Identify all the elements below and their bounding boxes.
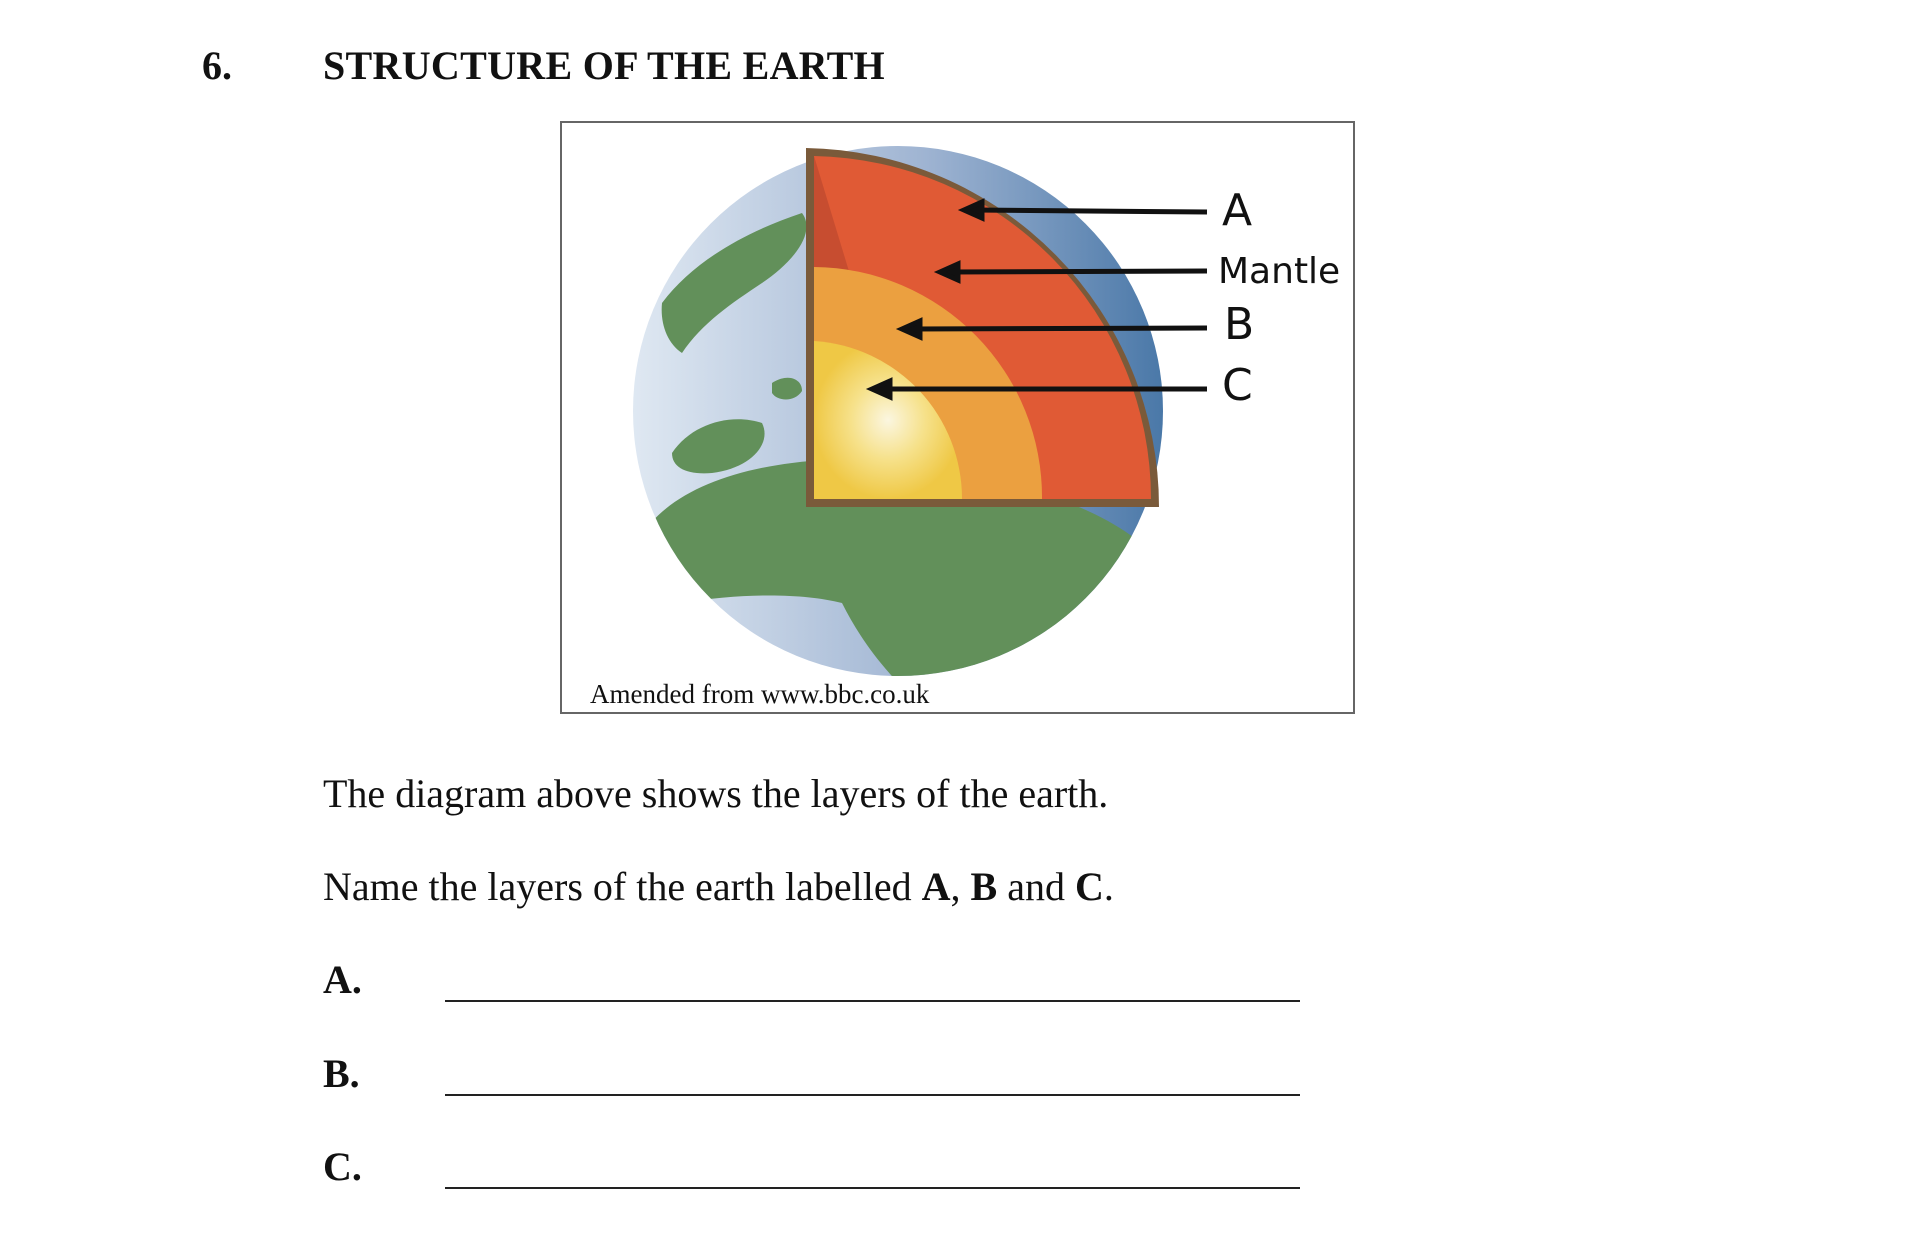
answer-row-a	[323, 956, 1303, 1006]
instruction-period: .	[1103, 864, 1114, 909]
earth-structure-figure	[560, 121, 1355, 714]
answer-line-a[interactable]	[445, 1000, 1300, 1002]
answer-letter-c: C.	[323, 1144, 362, 1189]
label-a: A	[1222, 185, 1253, 236]
instruction-label-b: B	[970, 864, 998, 909]
answer-line-b[interactable]	[445, 1094, 1300, 1096]
answer-line-c[interactable]	[445, 1187, 1300, 1189]
answer-row-b	[323, 1050, 1303, 1100]
intro-text: The diagram above shows the layers of the earth.	[323, 771, 1109, 816]
question-title: STRUCTURE OF THE EARTH	[323, 43, 885, 88]
label-mantle: Mantle	[1218, 251, 1341, 292]
instruction-text	[323, 863, 1114, 910]
instruction-prefix: Name the layers of the earth labelled	[323, 864, 922, 909]
instruction-label-a: A	[921, 864, 951, 909]
label-c: C	[1222, 360, 1253, 411]
instruction-label-c: C	[1074, 864, 1104, 909]
label-b: B	[1224, 299, 1255, 350]
instruction-comma: ,	[950, 864, 971, 909]
image-credit: Amended from www.bbc.co.uk	[590, 679, 930, 709]
answer-row-c	[323, 1143, 1303, 1193]
answer-letter-b: B.	[323, 1051, 360, 1096]
instruction-and: and	[997, 864, 1075, 909]
question-number: 6.	[202, 43, 232, 88]
answer-letter-a: A.	[323, 957, 362, 1002]
